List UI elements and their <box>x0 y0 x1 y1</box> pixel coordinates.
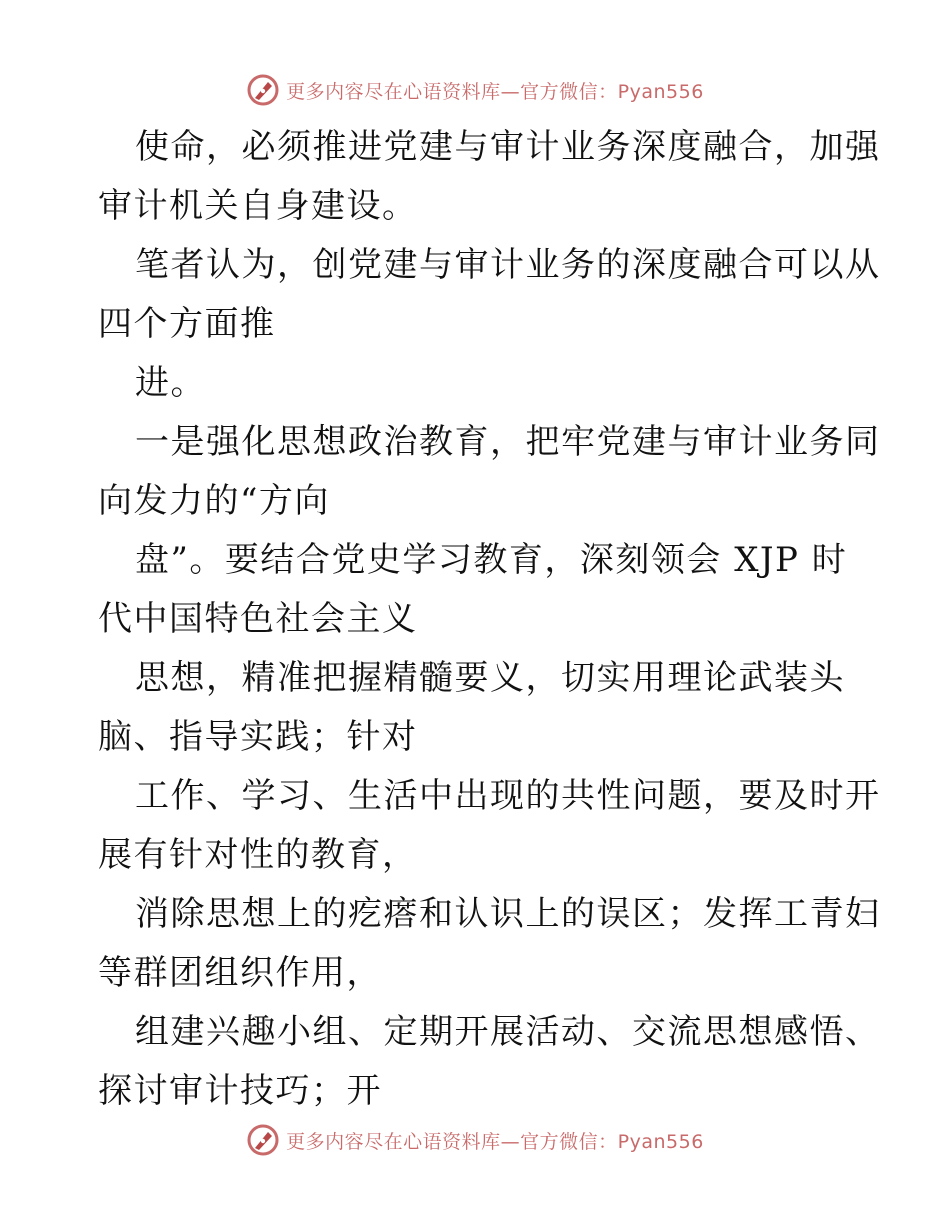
text-line: 思想，精准把握精髓要义，切实用理论武装头 <box>135 658 845 698</box>
header-watermark <box>0 70 950 110</box>
watermark-text: 更多内容尽在心语资料库—官方微信：Pyan556 <box>286 80 704 103</box>
text-line: 代中国特色社会主义 <box>98 599 418 639</box>
pen-nib-circle-icon <box>246 73 280 107</box>
text-line: 消除思想上的疙瘩和认识上的误区；发挥工青妇 <box>135 894 881 934</box>
footer-watermark <box>0 1120 950 1160</box>
text-line: 盘”。要结合党史学习教育，深刻领会 XJP 时 <box>135 540 848 580</box>
text-line: 使命，必须推进党建与审计业务深度融合，加强 <box>135 127 881 167</box>
text-line: 工作、学习、生活中出现的共性问题，要及时开 <box>135 776 881 816</box>
text-line: 四个方面推 <box>98 304 276 344</box>
text-line: 组建兴趣小组、定期开展活动、交流思想感悟、 <box>135 1012 881 1052</box>
text-line: 审计机关自身建设。 <box>98 186 418 226</box>
text-line: 向发力的“方向 <box>98 481 330 521</box>
text-line: 展有针对性的教育， <box>98 835 418 875</box>
document-body <box>98 118 881 1121</box>
text-line: 笔者认为，创党建与审计业务的深度融合可以从 <box>135 245 881 285</box>
pen-nib-circle-icon <box>246 1123 280 1157</box>
text-line: 一是强化思想政治教育，把牢党建与审计业务同 <box>135 422 881 462</box>
text-line: 进。 <box>135 363 206 403</box>
text-line: 等群团组织作用， <box>98 953 382 993</box>
text-line: 脑、指导实践；针对 <box>98 717 418 757</box>
text-line: 探讨审计技巧；开 <box>98 1071 382 1111</box>
watermark-text: 更多内容尽在心语资料库—官方微信：Pyan556 <box>286 1130 704 1153</box>
